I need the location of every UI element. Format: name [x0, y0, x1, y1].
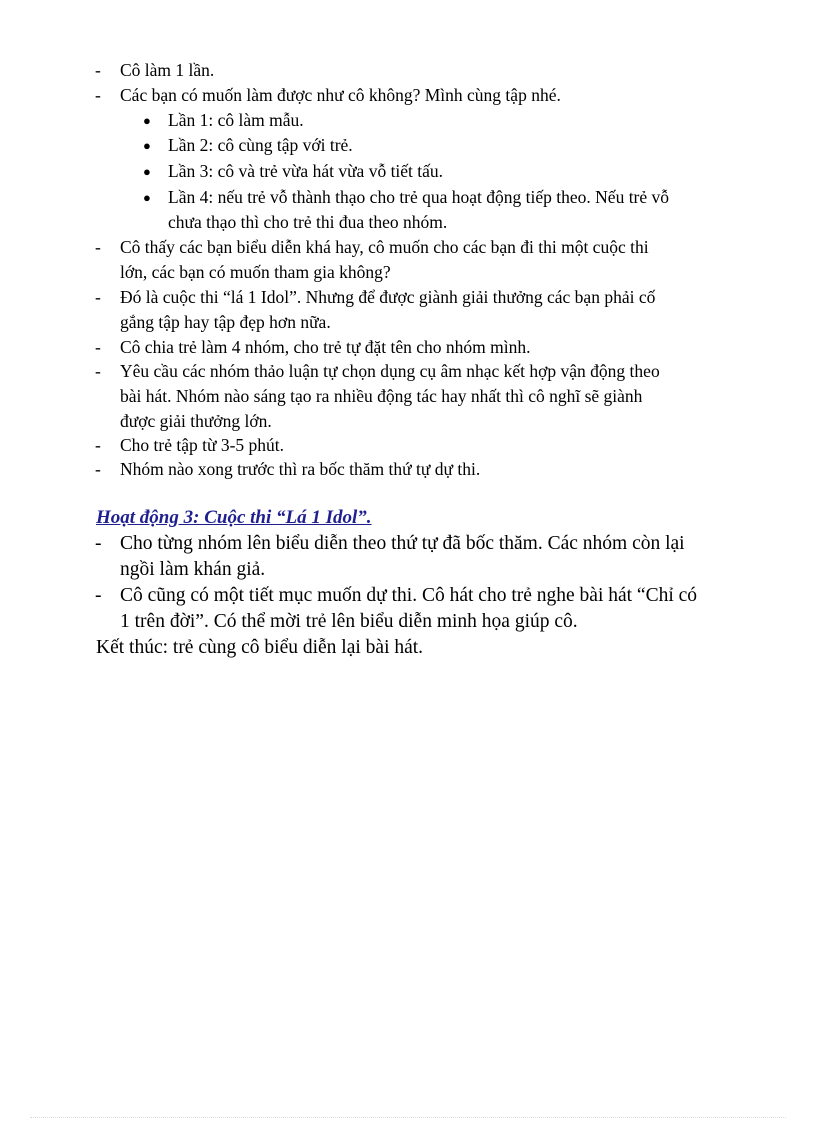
list-marker: - [95, 459, 101, 479]
list-marker: - [95, 533, 102, 554]
bullet-marker: ● [143, 190, 151, 205]
bullet-text: Lần 2: cô cùng tập với trẻ. [168, 135, 353, 155]
list-marker: - [95, 435, 101, 455]
list-item-text: Cô chia trẻ làm 4 nhóm, cho trẻ tự đặt tên cho nhóm mình. [120, 337, 531, 357]
bullet-marker: ● [143, 164, 151, 179]
list-item-text: Đó là cuộc thi “lá 1 Idol”. Nhưng để được giành giải thưởng các bạn phải cố [120, 287, 656, 307]
list-marker: - [95, 85, 101, 105]
bullet-text: chưa thạo thì cho trẻ thi đua theo nhóm. [168, 212, 448, 232]
bullet-marker: ● [143, 138, 151, 153]
list-item-text: Cô thấy các bạn biểu diễn khá hay, cô muốn cho các bạn đi thi một cuộc thi [120, 237, 649, 257]
list-item-text: ngồi làm khán giả. [120, 559, 266, 580]
list-item-text: lớn, các bạn có muốn tham gia không? [120, 262, 391, 282]
list-item-text: 1 trên đời”. Có thể mời trẻ lên biểu diễn minh họa giúp cô. [120, 611, 578, 632]
section-heading: Hoạt động 3: Cuộc thi “Lá 1 Idol”. [96, 507, 372, 528]
bullet-text: Lần 1: cô làm mẫu. [168, 110, 304, 130]
list-item-text: Các bạn có muốn làm được như cô không? Mình cùng tập nhé. [120, 85, 561, 105]
list-item-text: Cô cũng có một tiết mục muốn dự thi. Cô hát cho trẻ nghe bài hát “Chỉ có [120, 585, 698, 606]
conclusion-text: Kết thúc: trẻ cùng cô biểu diễn lại bài hát. [96, 637, 424, 658]
list-item-text: được giải thưởng lớn. [120, 411, 272, 431]
list-item-text: Yêu cầu các nhóm thảo luận tự chọn dụng cụ âm nhạc kết hợp vận động theo [120, 361, 660, 381]
bullet-text: Lần 3: cô và trẻ vừa hát vừa vỗ tiết tấu. [168, 161, 444, 181]
bullet-marker: ● [143, 113, 151, 128]
list-marker: - [95, 585, 102, 606]
list-marker: - [95, 361, 101, 381]
list-item-text: gắng tập hay tập đẹp hơn nữa. [120, 312, 331, 332]
list-marker: - [95, 287, 101, 307]
list-item-text: Nhóm nào xong trước thì ra bốc thăm thứ tự dự thi. [120, 459, 481, 479]
list-marker: - [95, 60, 101, 80]
list-marker: - [95, 337, 101, 357]
list-item-text: Cho từng nhóm lên biểu diễn theo thứ tự đã bốc thăm. Các nhóm còn lại [120, 533, 685, 554]
list-marker: - [95, 237, 101, 257]
bullet-text: Lần 4: nếu trẻ vỗ thành thạo cho trẻ qua hoạt động tiếp theo. Nếu trẻ vỗ [168, 187, 670, 207]
page-bottom-divider [30, 1117, 786, 1118]
list-item-text: bài hát. Nhóm nào sáng tạo ra nhiều động tác hay nhất thì cô nghĩ sẽ giành [120, 386, 643, 406]
list-item-text: Cho trẻ tập từ 3-5 phút. [120, 435, 285, 455]
list-item-text: Cô làm 1 lần. [120, 60, 215, 80]
